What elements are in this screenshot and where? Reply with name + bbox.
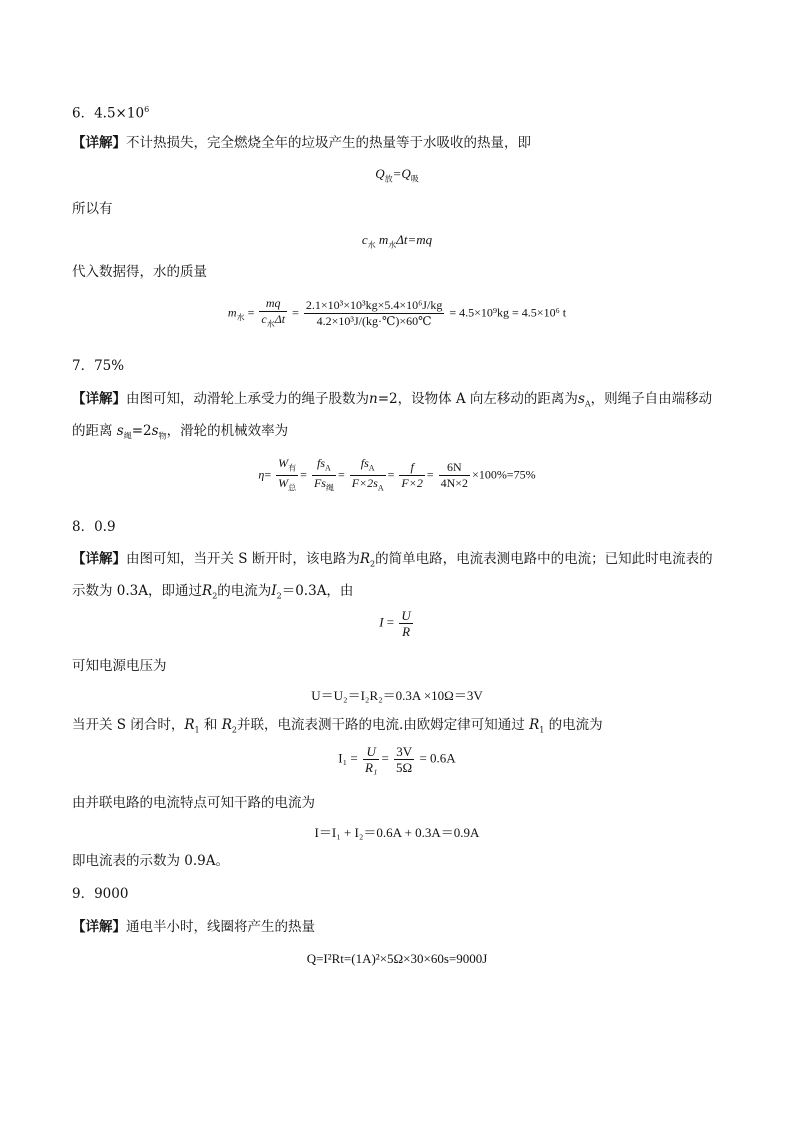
q7-efficiency-equation: η= $\frac{W_有}{W_总}$ = $\frac{fs_A}{Fs_绳}$ = $\frac{fs_A}{F\times 2s_A}$ = $\frac{f}{F\times 2}$ = $\frac{6N}{4N\times 2}$ ×100%=75%	[258, 456, 536, 493]
q7-answer: 7．75%	[72, 358, 125, 374]
q8-answer: 8．0.9	[72, 519, 116, 535]
q8-text-5: 即电流表的示数为 0.9A。	[72, 853, 230, 869]
q6-text-2: 所以有	[72, 201, 113, 217]
q7-detail: 【详解】由图可知，动滑轮上承受力的绳子股数为n=2，设物体 A 向左移动的距离为$s_A$，则绳子自由端移动的距离 $s_绳=2s_物$，滑轮的机械效率为	[72, 391, 713, 441]
q8-text-2: 可知电源电压为	[72, 658, 167, 674]
q8-total-current: I＝I₁ + I₂＝0.6A + 0.3A＝0.9A	[314, 825, 480, 840]
q9-heat-equation: Q=I²Rt=(1A)²×5Ω×30×60s=9000J	[306, 951, 488, 966]
q8-text-3: 当开关 S 闭合时，$R_1$ 和 $R_2$并联，电流表测干路的电流.由欧姆定律可知通过 $R_1$ 的电流为	[72, 717, 603, 735]
q8-current-equation: I₁ = $\frac{U}{\text{R₁}}$ = $\frac{3V}{5\Omega}$ = 0.6A	[338, 744, 456, 775]
q6-text-3: 代入数据得，水的质量	[72, 264, 207, 280]
q8-voltage-equation: U＝U₂＝I₂R₂＝0.3A ×10Ω＝3V	[311, 688, 483, 703]
q8-text-4: 由并联电路的电流特点可知干路的电流为	[72, 795, 315, 811]
q6-equation-3: $m_水$ = $\frac{mq}{c_水\Delta t}$ = $\frac{\text{2.1×10³×10³kg×5.4×10⁶J/kg}}{\text{4.2×10³J/(kg·℃)×60℃}}$ = 4.5×10⁹kg = 4.5×10⁶ t	[227, 296, 567, 329]
q9-detail: 【详解】通电半小时，线圈将产生的热量	[72, 919, 315, 935]
q6-detail: 【详解】不计热损失，完全燃烧全年的垃圾产生的热量等于水吸收的热量，即	[72, 135, 531, 151]
q6-equation-1: $Q_放=Q_吸$	[375, 166, 419, 184]
q6-equation-2: $c_水$ $m_水\Delta t=mq$	[361, 232, 433, 250]
q6-answer: 6．$4.5\times 10^6$	[72, 105, 150, 122]
q9-answer: 9．9000	[72, 886, 129, 902]
q8-ohm-law: I = $\frac{U}{R}$	[379, 608, 411, 639]
q8-detail: 【详解】由图可知，当开关 S 断开时，该电路为$R_2$的简单电路，电流表测电路中的电流；已知此时电流表的示数为 0.3A，即通过$R_2$的电流为$I_2=0.3A$，由	[72, 551, 713, 601]
